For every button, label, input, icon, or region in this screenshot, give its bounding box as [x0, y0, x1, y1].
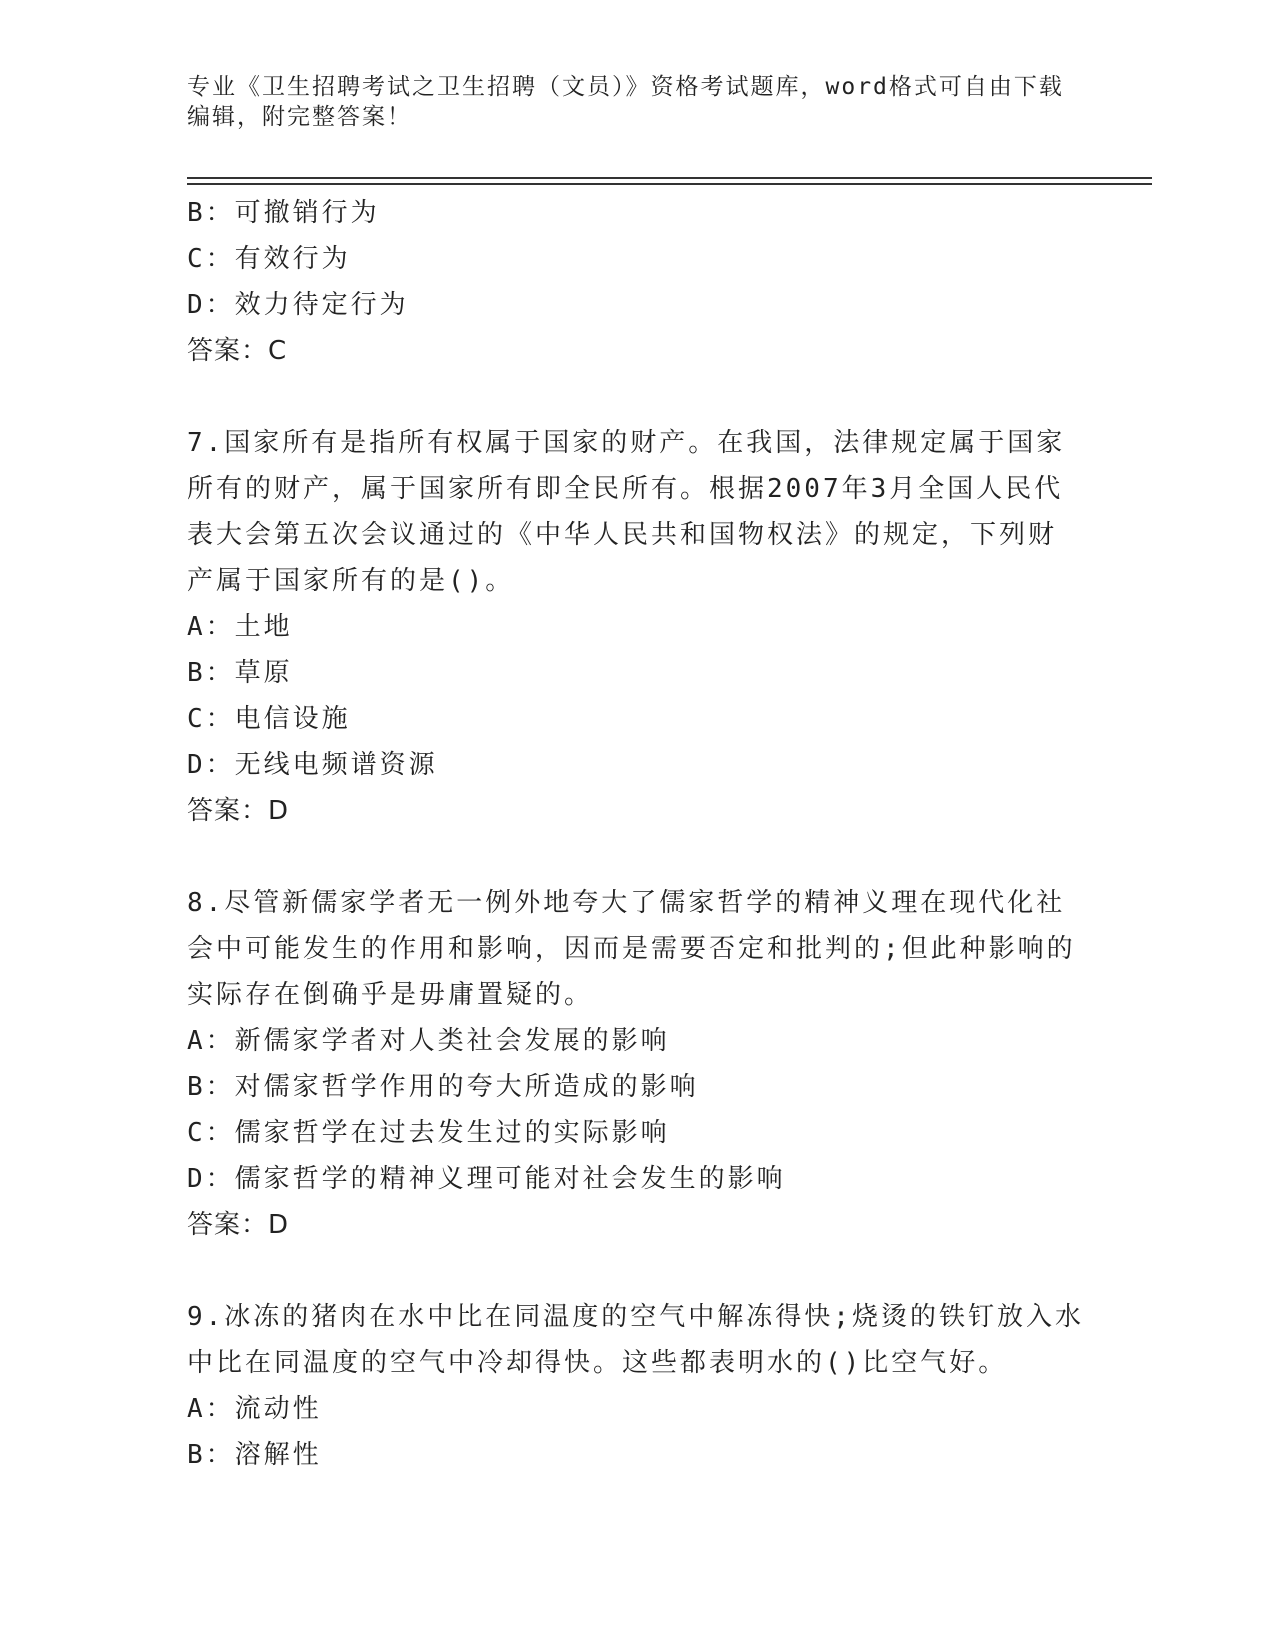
- question-9-text-line: 9.冰冻的猪肉在水中比在同温度的空气中解冻得快;烧烫的铁钉放入水: [187, 1302, 1084, 1332]
- document-header: [187, 72, 1087, 132]
- header-rule-top: [187, 177, 1152, 179]
- question-7-text-line: 表大会第五次会议通过的《中华人民共和国物权法》的规定，下列财: [187, 520, 1058, 550]
- question-9-option-b: B：溶解性: [187, 1440, 322, 1470]
- spacer: [187, 834, 1107, 880]
- header-line-1: 专业《卫生招聘考试之卫生招聘（文员）》资格考试题库，word格式可自由下载: [187, 74, 1064, 100]
- question-7-option-b: B：草原: [187, 658, 293, 688]
- option-b: B：可撤销行为: [187, 198, 380, 228]
- question-7-text-line: 产属于国家所有的是()。: [187, 566, 515, 596]
- question-9-text-line: 中比在同温度的空气中冷却得快。这些都表明水的()比空气好。: [187, 1348, 1008, 1378]
- question-8-answer: 答案：D: [187, 1210, 290, 1240]
- spacer: [187, 1248, 1107, 1294]
- question-7-option-a: A：土地: [187, 612, 293, 642]
- option-c: C：有效行为: [187, 244, 351, 274]
- question-7-option-d: D：无线电频谱资源: [187, 750, 438, 780]
- question-8-text-line: 8.尽管新儒家学者无一例外地夸大了儒家哲学的精神义理在现代化社: [187, 888, 1066, 918]
- spacer: [187, 374, 1107, 420]
- question-9-option-a: A：流动性: [187, 1394, 322, 1424]
- question-8-option-a: A：新儒家学者对人类社会发展的影响: [187, 1026, 670, 1056]
- header-line-2: 编辑，附完整答案！: [187, 104, 412, 130]
- question-7-answer: 答案：D: [187, 796, 290, 826]
- question-7-text-line: 7.国家所有是指所有权属于国家的财产。在我国，法律规定属于国家: [187, 428, 1066, 458]
- question-7-option-c: C：电信设施: [187, 704, 351, 734]
- question-8-text-line: 会中可能发生的作用和影响，因而是需要否定和批判的;但此种影响的: [187, 934, 1076, 964]
- header-rule-bottom: [187, 183, 1152, 185]
- question-content: [187, 190, 1107, 1478]
- question-8-option-c: C：儒家哲学在过去发生过的实际影响: [187, 1118, 670, 1148]
- question-8-option-d: D：儒家哲学的精神义理可能对社会发生的影响: [187, 1164, 786, 1194]
- option-d: D：效力待定行为: [187, 290, 409, 320]
- question-7-text-line: 所有的财产，属于国家所有即全民所有。根据2007年3月全国人民代: [187, 474, 1064, 504]
- question-8-option-b: B：对儒家哲学作用的夸大所造成的影响: [187, 1072, 699, 1102]
- answer-line: 答案：C: [187, 336, 288, 366]
- question-8-text-line: 实际存在倒确乎是毋庸置疑的。: [187, 980, 594, 1010]
